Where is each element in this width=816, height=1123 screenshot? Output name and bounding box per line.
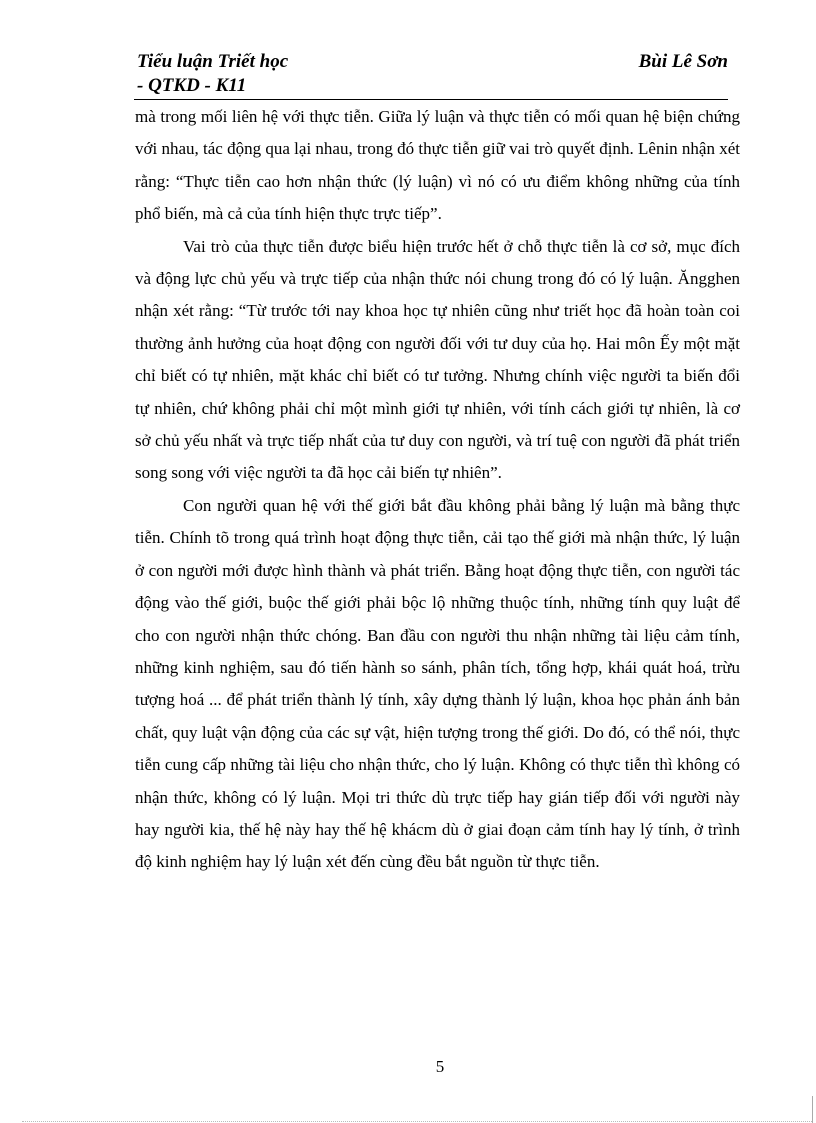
paragraph-3: Con người quan hệ với thế giới bắt đầu không phải bằng lý luận mà bằng thực tiễn. Chính tõ trong quá trình hoạt động thực tiễn, cải tạo thế giới mà nhận thức, lý luận ở con người mới được hình thành và phát triển. Bằng hoạt động thực tiễn, con người tác động vào thế giới, buộc thế giới phải bộc lộ những thuộc tính, những tính quy luật để cho con người nhận thức chóng. Ban đầu con người thu nhận những tài liệu cảm tính, những kinh nghiệm, sau đó tiến hành so sánh, phân tích, tổng hợp, khái quát hoá, trừu tượng hoá ... để phát triển thành lý tính, xây dựng thành lý luận, khoa học phản ánh bản chất, quy luật vận động của các sự vật, hiện tượng trong thế giới. Do đó, có thể nói, thực tiễn cung cấp những tài liệu cho nhận thức, cho lý luận. Không có thực tiễn thì không có nhận thức, không có lý luận. Mọi tri thức dù trực tiếp hay gián tiếp đối với người này hay người kia, thế hệ này hay thế hệ khácm dù ở giai đoạn cảm tính hay lý tính, ở trình độ kinh nghiệm hay lý luận xét đến cùng đều bắt nguồn từ thực tiễn. [135, 495, 740, 872]
page-edge-line [812, 1096, 813, 1123]
footer-divider [22, 1121, 812, 1122]
paragraph-2: Vai trò của thực tiễn được biểu hiện trước hết ở chỗ thực tiễn là cơ sở, mục đích và động lực chủ yếu và trực tiếp của nhận thức nói chung trong đó có lý luận. Ăngghen nhận xét rằng: “Từ trước tới nay khoa học tự nhiên cũng như triết học đã hoàn toàn coi thường ảnh hưởng của hoạt động con người đối với tư duy của họ. Hai môn Ếy một mặt chỉ biết có tự nhiên, mặt khác chỉ biết có tư tưởng. Nhưng chính việc người ta biến đổi tự nhiên, chứ không phải chỉ một mình giới tự nhiên, với tính cách giới tự nhiên, là cơ sở chủ yếu nhất và trực tiếp nhất của tư duy con người, và trí tuệ con người đã phát triển song song với việc người ta đã học cải biến tự nhiên”. [135, 236, 740, 483]
page-number: 5 [435, 1057, 445, 1076]
header-title: Tiểu luận Triết học [137, 51, 289, 72]
header-left [137, 50, 288, 98]
header-subtitle: - QTKD - K11 [137, 75, 247, 96]
header-divider [134, 99, 728, 100]
document-body [135, 101, 740, 879]
paragraph-1: mà trong mối liên hệ với thực tiễn. Giữa lý luận và thực tiễn có mối quan hệ biện chứng với nhau, tác động qua lại nhau, trong đó thực tiễn giữ vai trò quyết định. Lênin nhận xét rằng: “Thực tiễn cao hơn nhận thức (lý luận) vì nó có ưu điểm không những của tính phổ biến, mà cả của tính hiện thực trực tiếp”. [135, 107, 740, 224]
header-author: Bùi Lê Sơn [638, 51, 728, 72]
